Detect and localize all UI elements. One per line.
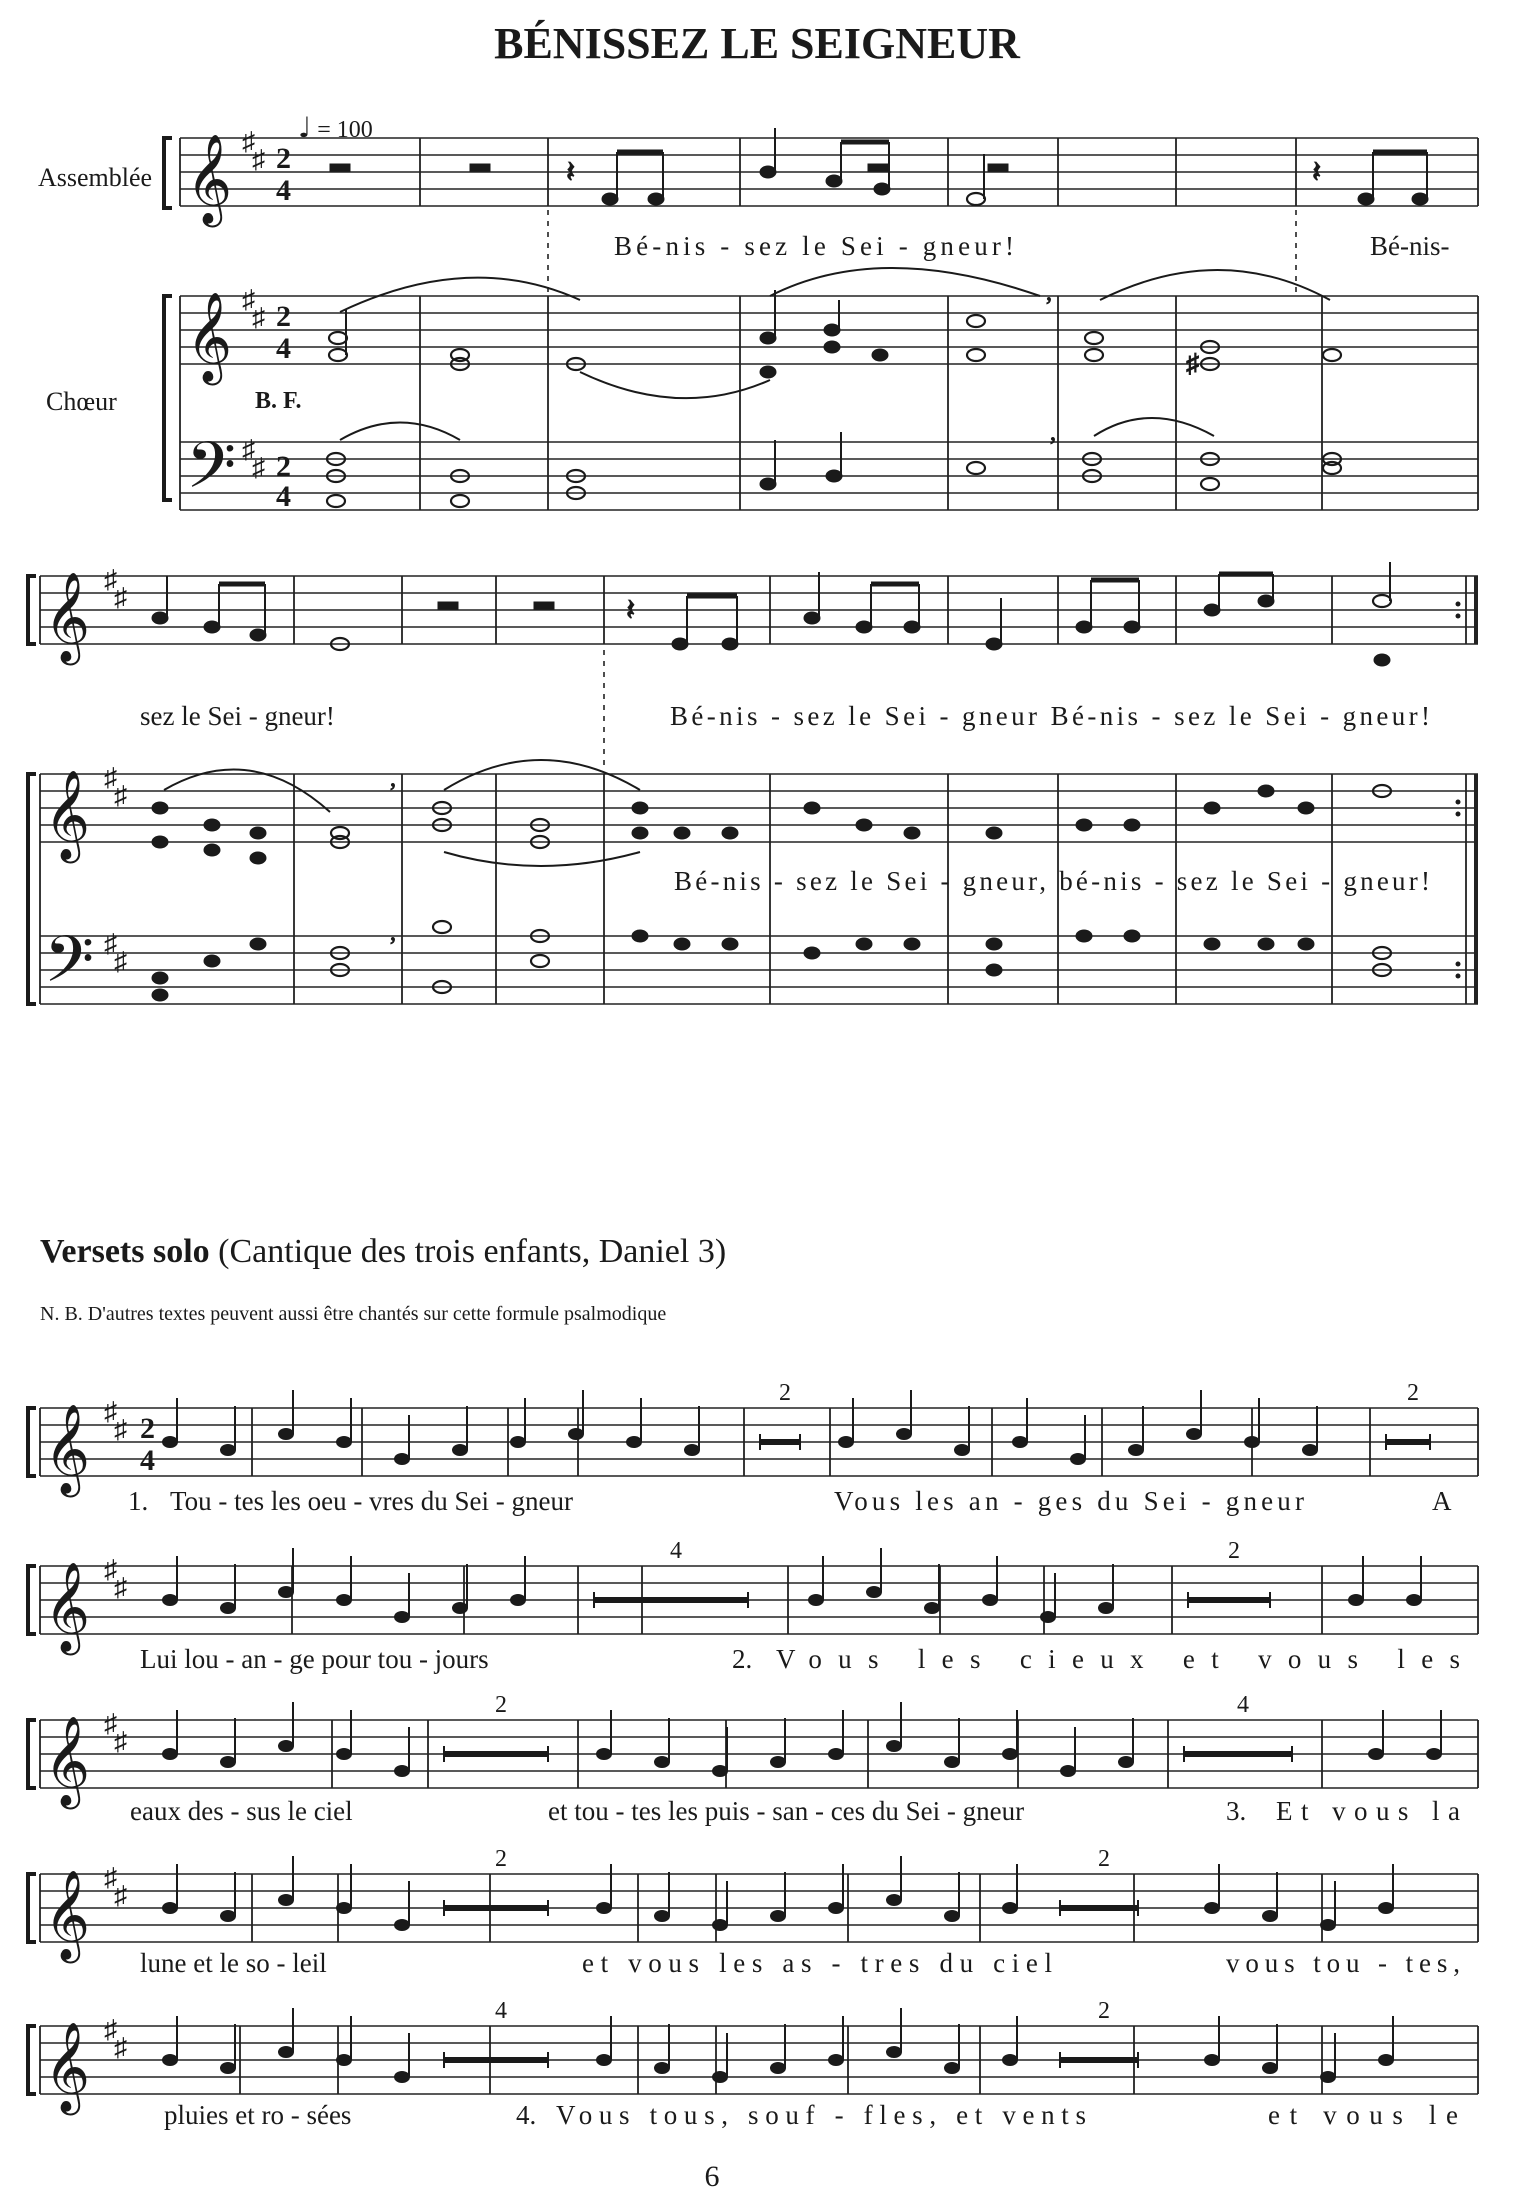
svg-text:𝄽: 𝄽: [626, 594, 636, 627]
verse-3-number: 3.: [1226, 1796, 1247, 1826]
assembly-lyrics-1: Bé-nis - sez le Sei - gneur!: [614, 231, 1014, 261]
svg-text:♯: ♯: [114, 1727, 127, 1756]
svg-text:♯: ♯: [114, 781, 127, 810]
verse-lyrics-2b: Vous les cieux et vous les: [776, 1644, 1460, 1674]
system-2: [28, 562, 1478, 1011]
svg-text:♯: ♯: [104, 929, 117, 958]
page-number: 6: [704, 2160, 720, 2193]
refrain-lyrics-line2-b: Bé-nis - sez le Sei - gneur Bé-nis - sez le Sei - gneur!: [670, 701, 1430, 731]
multi-measure-rest-count: 2: [495, 1846, 507, 1872]
refrain-lyrics-line2-a: sez le Sei - gneur!: [140, 701, 335, 731]
verse-lyrics-1a: Tou - tes les oeu - vres du Sei - gneur: [170, 1486, 574, 1516]
choir-lyrics: Bé-nis - sez le Sei - gneur, bé-nis - sez le Sei - gneur!: [674, 866, 1430, 896]
verses-note: N. B. D'autres textes peuvent aussi être chantés sur cette formule psalmodique: [40, 1303, 667, 1325]
svg-text:♯: ♯: [114, 2033, 127, 2062]
verse-lyrics-1c: A: [1432, 1486, 1452, 1516]
svg-text:,: ,: [390, 766, 396, 792]
bf-label: B. F.: [255, 388, 302, 414]
svg-text:♯: ♯: [252, 145, 265, 174]
svg-text:♯: ♯: [252, 453, 265, 482]
svg-text:♯: ♯: [104, 1863, 117, 1892]
svg-text:♯: ♯: [104, 2015, 117, 2044]
svg-text:♯: ♯: [114, 583, 127, 612]
svg-text:2: 2: [140, 1412, 155, 1445]
svg-text:♯: ♯: [104, 1555, 117, 1584]
assembly-lyrics-2: Bé-nis-: [1370, 231, 1450, 261]
verse-lyrics-4b: et vous les as - tres du ciel: [582, 1948, 1052, 1978]
svg-text:2: 2: [276, 300, 291, 333]
svg-text:𝄽: 𝄽: [566, 156, 576, 189]
verse-staff-4: [28, 1846, 1478, 1964]
verse-lyrics-2a: Lui lou - an - ge pour tou - jours: [140, 1644, 489, 1674]
treble-clef-icon: 𝄞: [44, 1871, 91, 1958]
verse-2-number: 2.: [732, 1644, 753, 1674]
svg-text:4: 4: [276, 174, 291, 207]
verse-lyrics-5c: et vous le: [1268, 2100, 1458, 2130]
verse-lyrics-4c: vous tou - tes,: [1226, 1948, 1460, 1978]
multi-measure-rest-count: 4: [495, 1998, 507, 2024]
choir-treble-staff-system-2: [40, 763, 1478, 864]
verse-1-number: 1.: [128, 1486, 149, 1516]
verse-staff-5: [28, 1998, 1478, 2116]
top-staff-notes-system-2: [152, 562, 1391, 666]
multi-measure-rest-count: 2: [1228, 1538, 1240, 1564]
verse-staff-1: [28, 1380, 1478, 1498]
treble-clef-icon: 𝄞: [44, 1717, 91, 1804]
treble-clef-icon: 𝄞: [44, 1405, 91, 1492]
multi-measure-rest-count: 2: [1407, 1380, 1419, 1406]
treble-clef-icon: 𝄞: [44, 573, 91, 660]
system-1: [38, 111, 1478, 517]
treble-clef-icon: 𝄞: [186, 135, 233, 222]
choir-treble-notes-system-2: [152, 760, 1391, 866]
bass-clef-icon: 𝄢: [186, 430, 237, 517]
verse-lyrics-5b: Vous tous, souf - fles, et vents: [556, 2100, 1086, 2130]
multi-measure-rest-count: 2: [1098, 1998, 1110, 2024]
svg-text:♯: ♯: [114, 1573, 127, 1602]
verse-lyrics-3c: Et vous la: [1276, 1796, 1460, 1826]
treble-clef-icon: 𝄞: [186, 293, 233, 380]
choir-bass-staff-system-2: [40, 924, 1478, 1011]
multi-measure-rest-count: 4: [670, 1538, 682, 1564]
svg-text:♯: ♯: [114, 1881, 127, 1910]
bass-clef-icon: 𝄢: [44, 924, 95, 1011]
svg-text:4: 4: [276, 332, 291, 365]
svg-text:♯: ♯: [242, 285, 255, 314]
svg-text:♯: ♯: [104, 565, 117, 594]
time-signature: 2: [276, 142, 291, 175]
verse-lyrics-1b: Vous les an - ges du Sei - gneur: [834, 1486, 1304, 1516]
piece-title: BÉNISSEZ LE SEIGNEUR: [494, 19, 1020, 68]
choir-bracket: [164, 296, 172, 500]
svg-text:,: ,: [390, 920, 396, 946]
svg-text:♯: ♯: [1186, 349, 1199, 378]
verse-staff-3: [28, 1692, 1478, 1810]
svg-text:♯: ♯: [104, 763, 117, 792]
verse-4-number: 4.: [516, 2100, 537, 2130]
treble-clef-icon: 𝄞: [44, 2023, 91, 2110]
multi-measure-rest-count: 4: [1237, 1692, 1249, 1718]
svg-text:♯: ♯: [114, 947, 127, 976]
svg-text:♯: ♯: [114, 1415, 127, 1444]
svg-text:♯: ♯: [104, 1397, 117, 1426]
verse-staff-2: [28, 1538, 1478, 1656]
verse-lyrics-3b: et tou - tes les puis - san - ces du Sei - gneur: [548, 1796, 1025, 1826]
svg-text:2: 2: [276, 450, 291, 483]
multi-measure-rest-count: 2: [1098, 1846, 1110, 1872]
svg-text:𝄽: 𝄽: [1312, 156, 1322, 189]
svg-text:,: ,: [1050, 420, 1056, 446]
top-staff-system-2: [40, 565, 1478, 666]
choir-label: Chœur: [46, 387, 117, 416]
svg-text:♯: ♯: [252, 303, 265, 332]
svg-text:,: ,: [1046, 280, 1052, 306]
svg-text:4: 4: [276, 480, 291, 513]
assembly-label: Assemblée: [38, 163, 153, 192]
assembly-bracket: [164, 138, 172, 208]
tempo-marking: ♩ = 100: [298, 111, 373, 144]
treble-clef-icon: 𝄞: [44, 771, 91, 858]
svg-text:4: 4: [140, 1444, 155, 1477]
treble-clef-icon: 𝄞: [44, 1563, 91, 1650]
choir-treble-notes: [329, 268, 1341, 398]
choir-bass-notes-system-2: [152, 920, 1391, 1001]
svg-text:♯: ♯: [104, 1709, 117, 1738]
svg-text:♯: ♯: [242, 127, 255, 156]
svg-text:♯: ♯: [242, 435, 255, 464]
verse-lyrics-4a: lune et le so - leil: [140, 1948, 327, 1978]
multi-measure-rest-count: 2: [495, 1692, 507, 1718]
verse-lyrics-3a: eaux des - sus le ciel: [130, 1796, 353, 1826]
multi-measure-rest-count: 2: [779, 1380, 791, 1406]
assembly-notes: [330, 128, 1428, 205]
verses-heading: Versets solo (Cantique des trois enfants, Daniel 3): [40, 1233, 727, 1270]
verse-lyrics-5a: pluies et ro - sées: [164, 2100, 352, 2130]
